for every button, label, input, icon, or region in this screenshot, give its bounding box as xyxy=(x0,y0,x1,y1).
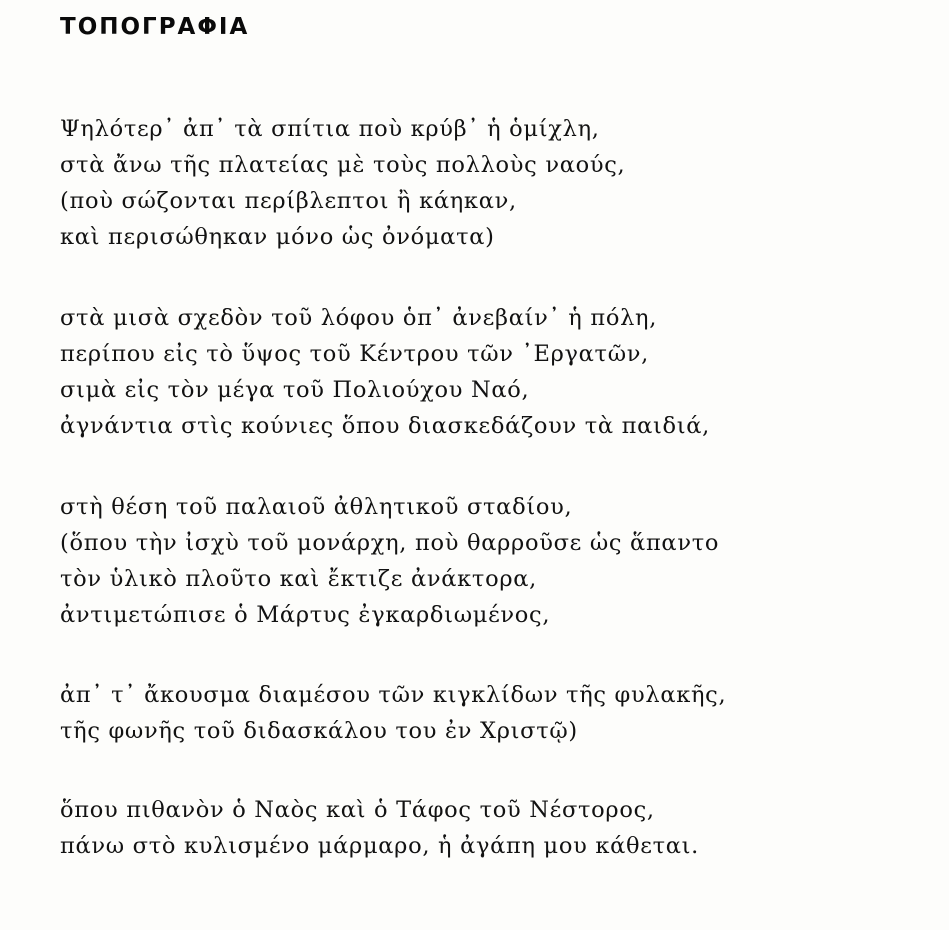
stanza-3 xyxy=(60,489,719,633)
poem-line: ἀπ᾽ τ᾽ ἄκουσμα διαμέσου τῶν κιγκλίδων τῆς φυλακῆς, xyxy=(60,682,727,708)
poem-line: στὰ ἄνω τῆς πλατείας μὲ τοὺς πολλοὺς ναούς, xyxy=(60,152,626,178)
stanza-4 xyxy=(60,677,726,749)
poem-line: στὴ θέση τοῦ παλαιοῦ ἀθλητικοῦ σταδίου, xyxy=(60,494,573,520)
poem-line: Ψηλότερ᾽ ἀπ᾽ τὰ σπίτια ποὺ κρύβ᾽ ἡ ὁμίχλη, xyxy=(60,116,600,142)
poem-line: τὸν ὑλικὸ πλοῦτο καὶ ἔκτιζε ἀνάκτορα, xyxy=(60,566,537,592)
poem-line: καὶ περισώθηκαν μόνο ὡς ὀνόματα) xyxy=(60,224,495,250)
poem-line: (ποὺ σώζονται περίβλεπτοι ἢ κάηκαν, xyxy=(60,188,517,214)
poem-line: σιμὰ εἰς τὸν μέγα τοῦ Πολιούχου Ναό, xyxy=(60,377,530,403)
stanza-1 xyxy=(60,111,625,255)
poem-title: ΤΟΠΟΓΡΑΦΙΑ xyxy=(60,14,250,40)
stanza-5 xyxy=(60,792,699,864)
poem-line: ἀγνάντια στὶς κούνιες ὅπου διασκεδάζουν τὰ παιδιά, xyxy=(60,413,711,439)
stanza-2 xyxy=(60,300,710,444)
poem-line: τῆς φωνῆς τοῦ διδασκάλου του ἐν Χριστῷ) xyxy=(60,718,578,744)
poem-line: ἀντιμετώπισε ὁ Μάρτυς ἐγκαρδιωμένος, xyxy=(60,602,551,628)
poem-line: (ὅπου τὴν ἰσχὺ τοῦ μονάρχη, ποὺ θαρροῦσε ὡς ἅπαντο xyxy=(60,530,720,556)
poem-line: ὅπου πιθανὸν ὁ Ναὸς καὶ ὁ Τάφος τοῦ Νέστορος, xyxy=(60,797,655,823)
poem-line: περίπου εἰς τὸ ὕψος τοῦ Κέντρου τῶν ᾽Εργατῶν, xyxy=(60,341,649,367)
poem-line: πάνω στὸ κυλισμένο μάρμαρο, ἡ ἀγάπη μου κάθεται. xyxy=(60,833,700,859)
poem-line: στὰ μισὰ σχεδὸν τοῦ λόφου ὁπ᾽ ἀνεβαίν᾽ ἡ πόλη, xyxy=(60,305,658,331)
